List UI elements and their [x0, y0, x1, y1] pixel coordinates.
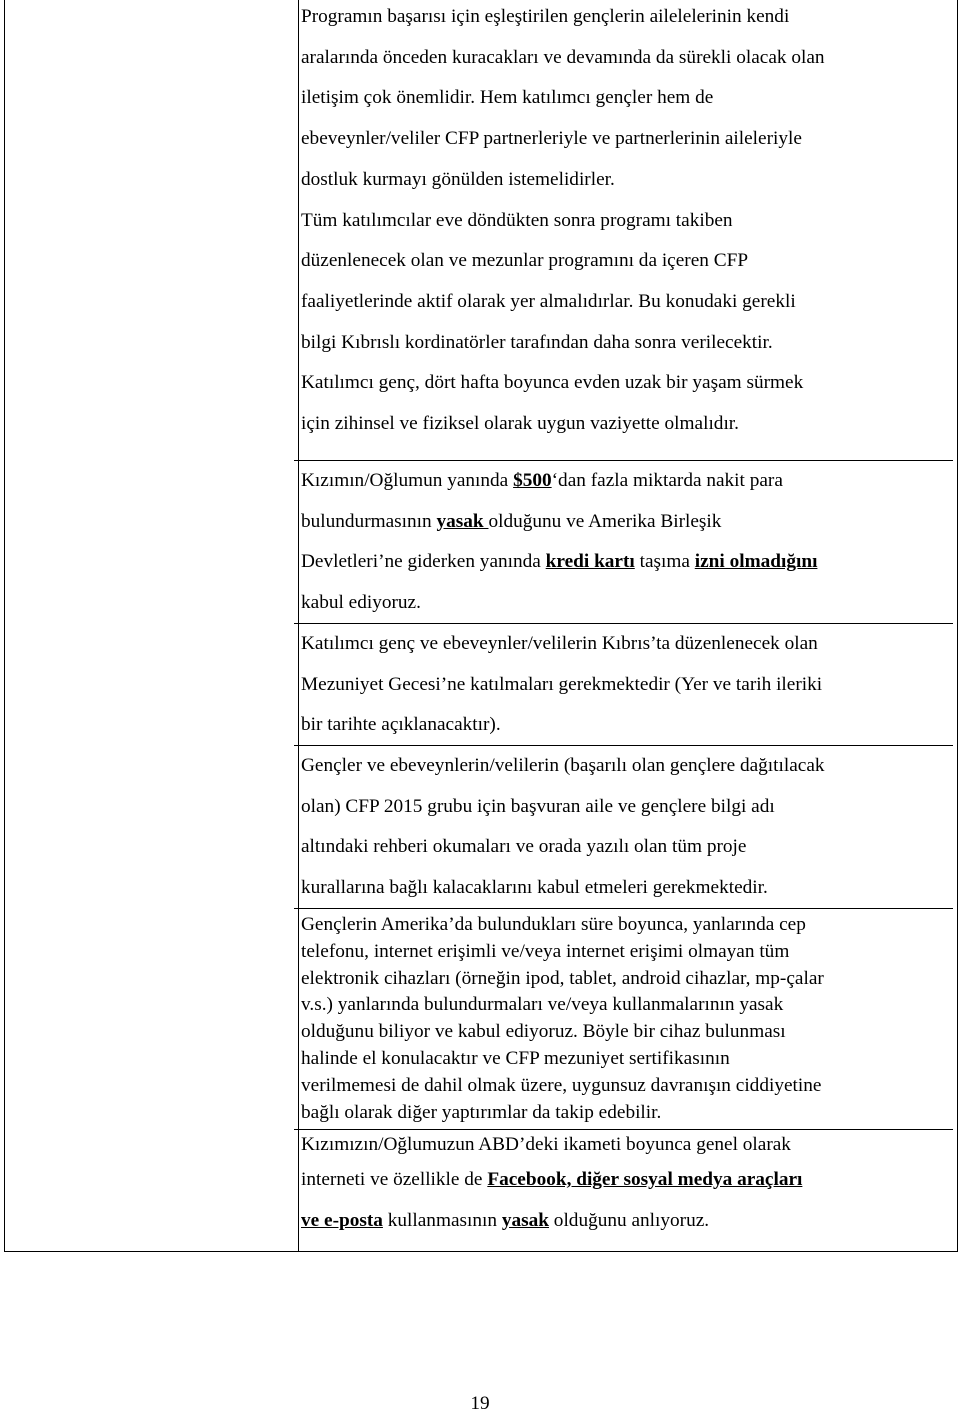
text-line: dostluk kurmayı gönülden istemelidirler.	[301, 168, 615, 190]
text-segment: taşıma	[634, 551, 695, 573]
text-line-social-media	[301, 1160, 951, 1201]
text-line: bilgi Kıbrıslı kordinatörler tarafından daha sonra verilecektir.	[301, 331, 773, 353]
text-line-email	[301, 1201, 951, 1242]
credit-card-emphasis: kredi kartı	[545, 551, 635, 573]
text-line: bağlı olarak diğer yaptırımlar da takip edebilir.	[301, 1101, 662, 1123]
forbidden-emphasis: yasak	[501, 1209, 549, 1231]
text-segment: olduğunu anlıyoruz.	[548, 1209, 710, 1231]
text-line: faaliyetlerinde aktif olarak yer almalıdırlar. Bu konudaki gerekli	[301, 290, 796, 312]
email-emphasis: ve e-posta	[301, 1209, 383, 1231]
page-number: 19	[470, 1393, 490, 1414]
text-segment: bulundurmasının	[301, 510, 437, 532]
text-line: aralarında önceden kuracakları ve devamında da sürekli olacak olan	[301, 46, 825, 68]
table-cell-guide-rules	[294, 746, 953, 909]
table-cell-participation-requirements	[294, 0, 953, 461]
text-line: Katılımcı genç, dört hafta boyunca evden uzak bir yaşam sürmek	[301, 372, 804, 394]
text-line: altındaki rehberi okumaları ve orada yazılı olan tüm proje	[301, 836, 747, 858]
text-line: Kızımızın/Oğlumuzun ABD’deki ikameti boyunca genel olarak	[301, 1134, 791, 1155]
cash-amount-emphasis: $500	[513, 470, 552, 491]
text-line: kabul ediyoruz.	[301, 592, 421, 614]
paragraph-graduation-night	[301, 624, 951, 746]
paragraph-cash-limit	[301, 461, 951, 624]
text-segment: interneti ve özellikle de	[301, 1169, 488, 1190]
text-line: düzenlenecek olan ve mezunlar programını da içeren CFP	[301, 250, 749, 272]
text-line: halinde el konulacaktır ve CFP mezuniyet sertifikasının	[301, 1047, 730, 1069]
text-segment: olduğunu ve Amerika Birleşik	[488, 510, 722, 532]
text-segment: kullanmasının	[382, 1209, 502, 1231]
text-segment: Devletleri’ne giderken yanında	[301, 551, 546, 573]
text-line: kurallarına bağlı kalacaklarını kabul etmeleri gerekmektedir.	[301, 877, 768, 899]
table-cell-internet-usage	[294, 1130, 953, 1252]
paragraph-guide-rules	[301, 746, 951, 909]
text-line: bir tarihte açıklanacaktır).	[301, 714, 501, 736]
table-cell-graduation-night	[294, 624, 953, 746]
text-line: verilmemesi de dahil olmak üzere, uygunsuz davranışın ciddiyetine	[301, 1074, 822, 1096]
text-line: Katılımcı genç ve ebeveynler/velilerin Kıbrıs’ta düzenlenecek olan	[301, 633, 818, 654]
table-cell-cash-limit	[294, 461, 953, 624]
text-line: telefonu, internet erişimli ve/veya internet erişimi olmayan tüm	[301, 940, 790, 962]
text-line: ebeveynler/veliler CFP partnerleriyle ve partnerlerinin aileleriyle	[301, 128, 802, 150]
text-line: Gençler ve ebeveynlerin/velilerin (başarılı olan gençlere dağıtılacak	[301, 755, 825, 776]
paragraph-alumni-activities	[301, 201, 951, 364]
paragraph-electronic-devices	[301, 912, 951, 1126]
forbidden-emphasis: yasak	[436, 510, 489, 532]
text-line: olduğunu biliyor ve kabul ediyoruz. Böyle bir cihaz bulunması	[301, 1021, 786, 1043]
text-line: Tüm katılımcılar eve döndükten sonra programı takiben	[301, 209, 733, 231]
text-line: v.s.) yanlarında bulundurmaları ve/veya kullanmalarının yasak	[301, 994, 784, 1016]
text-line: olan) CFP 2015 grubu için başvuran aile ve gençlere bilgi adı	[301, 795, 775, 817]
table-cell-electronic-devices	[294, 909, 953, 1130]
paragraph-family-communication	[301, 0, 951, 201]
text-line: iletişim çok önemlidir. Hem katılımcı gençler hem de	[301, 87, 714, 109]
text-segment: Kızımın/Oğlumun yanında	[301, 470, 514, 491]
no-permission-emphasis: izni olmadığını	[694, 551, 818, 573]
text-line: Programın başarısı için eşleştirilen gençlerin ailelelerinin kendi	[301, 6, 790, 27]
social-media-emphasis: Facebook, diğer sosyal medya araçları	[487, 1169, 803, 1190]
paragraph-fitness-requirement	[301, 363, 951, 444]
text-segment: ‘dan fazla miktarda nakit para	[551, 470, 783, 491]
text-line: Gençlerin Amerika’da bulundukları süre boyunca, yanlarında cep	[301, 914, 806, 935]
text-line: elektronik cihazları (örneğin ipod, tablet, android cihazlar, mp-çalar	[301, 967, 824, 989]
text-line: Mezuniyet Gecesi’ne katılmaları gerekmektedir (Yer ve tarih ileriki	[301, 673, 823, 695]
paragraph-internet-usage	[301, 1130, 951, 1241]
text-line: için zihinsel ve fiziksel olarak uygun vaziyette olmalıdır.	[301, 413, 739, 435]
